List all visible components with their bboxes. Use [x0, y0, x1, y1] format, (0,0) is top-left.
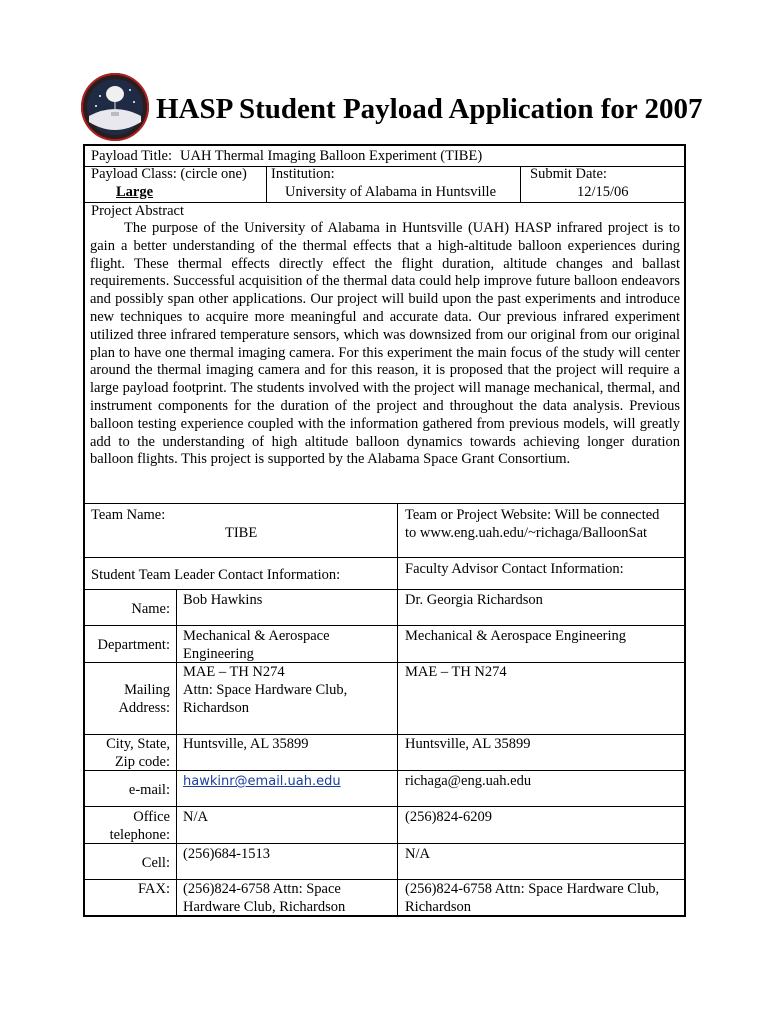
advisor-contact-header: Faculty Advisor Contact Information: [405, 561, 624, 577]
team-name-value: TIBE [225, 525, 258, 541]
abstract-text: The purpose of the University of Alabama in Huntsville (UAH) HASP infrared project is to gain a better understanding of the thermal effects that a high-altitude balloon experiences during flight. These thermal effects directly effect the flight duration, altitude changes and ballast requirements. Successful acquisition of the thermal data could help improve future balloon endeavors and possibly span other applications. Our project will build upon the past experiments and introduce new techniques to acquire more meaningful and accurate data. Our previous infrared experiment utilized three infrared temperature sensors, which was downsized from our original from our original plan to have one thermal imaging camera. For this experiment the main focus of the study will center around the thermal imaging camera and for this reason, it is proposed that the project will require a large payload footprint. The students involved with the project will manage mechanical, thermal, and instrument components for the duration of the project and throughout the data analysis. Previous balloon testing experience coupled with the information gathered from previous models, will greatly add to the understanding of high altitude balloon dynamics towards achieving longer duration balloon flights. This project is supported by the Alabama Space Grant Consortium. [90, 220, 680, 468]
department-label: Department: [97, 637, 170, 653]
leader-address-2: Attn: Space Hardware Club, [183, 682, 348, 698]
leader-contact-header: Student Team Leader Contact Information: [91, 567, 341, 583]
mailing-label-1: Mailing [124, 682, 170, 698]
advisor-office-phone: (256)824-6209 [405, 809, 492, 825]
page-title: HASP Student Payload Application for 2007 [156, 93, 703, 125]
office-phone-label-2: telephone: [109, 827, 170, 843]
advisor-name: Dr. Georgia Richardson [405, 592, 543, 608]
leader-cell: (256)684-1513 [183, 846, 270, 862]
fax-label: FAX: [138, 881, 170, 897]
advisor-cell: N/A [405, 846, 430, 862]
submit-date-value: 12/15/06 [577, 184, 629, 200]
cell-label: Cell: [141, 855, 170, 871]
leader-address-3: Richardson [183, 700, 250, 716]
hasp-mission-patch-icon [80, 72, 150, 142]
leader-fax-2: Hardware Club, Richardson [183, 899, 346, 915]
website-value-2: to www.eng.uah.edu/~richaga/BalloonSat [405, 525, 648, 541]
leader-address-1: MAE – TH N274 [183, 664, 285, 680]
advisor-city: Huntsville, AL 35899 [405, 736, 531, 752]
payload-class-value: Large [116, 184, 154, 200]
leader-name: Bob Hawkins [183, 592, 263, 608]
leader-email-link[interactable]: hawkinr@email.uah.edu [183, 774, 341, 789]
office-phone-label-1: Office [133, 809, 170, 825]
advisor-fax-2: Richardson [405, 899, 472, 915]
city-label-2: Zip code: [114, 754, 170, 770]
payload-title-value: UAH Thermal Imaging Balloon Experiment (TIBE) [180, 148, 483, 164]
website-label: Team or Project Website: [405, 507, 552, 523]
mailing-label-2: Address: [118, 700, 170, 716]
institution-value: University of Alabama in Huntsville [285, 184, 497, 200]
team-name-label: Team Name: [91, 507, 166, 523]
website-value-1: Will be connected [554, 507, 660, 523]
advisor-email: richaga@eng.uah.edu [405, 773, 532, 789]
leader-office-phone: N/A [183, 809, 208, 825]
advisor-department: Mechanical & Aerospace Engineering [405, 628, 627, 644]
advisor-fax-1: (256)824-6758 Attn: Space Hardware Club, [405, 881, 660, 897]
abstract-label: Project Abstract [91, 203, 185, 219]
payload-title-label: Payload Title: [91, 148, 172, 164]
institution-label: Institution: [271, 166, 335, 182]
leader-city: Huntsville, AL 35899 [183, 736, 309, 752]
leader-fax-1: (256)824-6758 Attn: Space [183, 881, 341, 897]
leader-department: Mechanical & Aerospace Engineering [183, 628, 330, 662]
city-label-1: City, State, [106, 736, 170, 752]
submit-date-label: Submit Date: [530, 166, 607, 182]
name-label: Name: [131, 601, 170, 617]
advisor-address: MAE – TH N274 [405, 664, 507, 680]
email-label: e-mail: [128, 782, 170, 798]
payload-class-label: Payload Class: (circle one) [91, 166, 247, 182]
